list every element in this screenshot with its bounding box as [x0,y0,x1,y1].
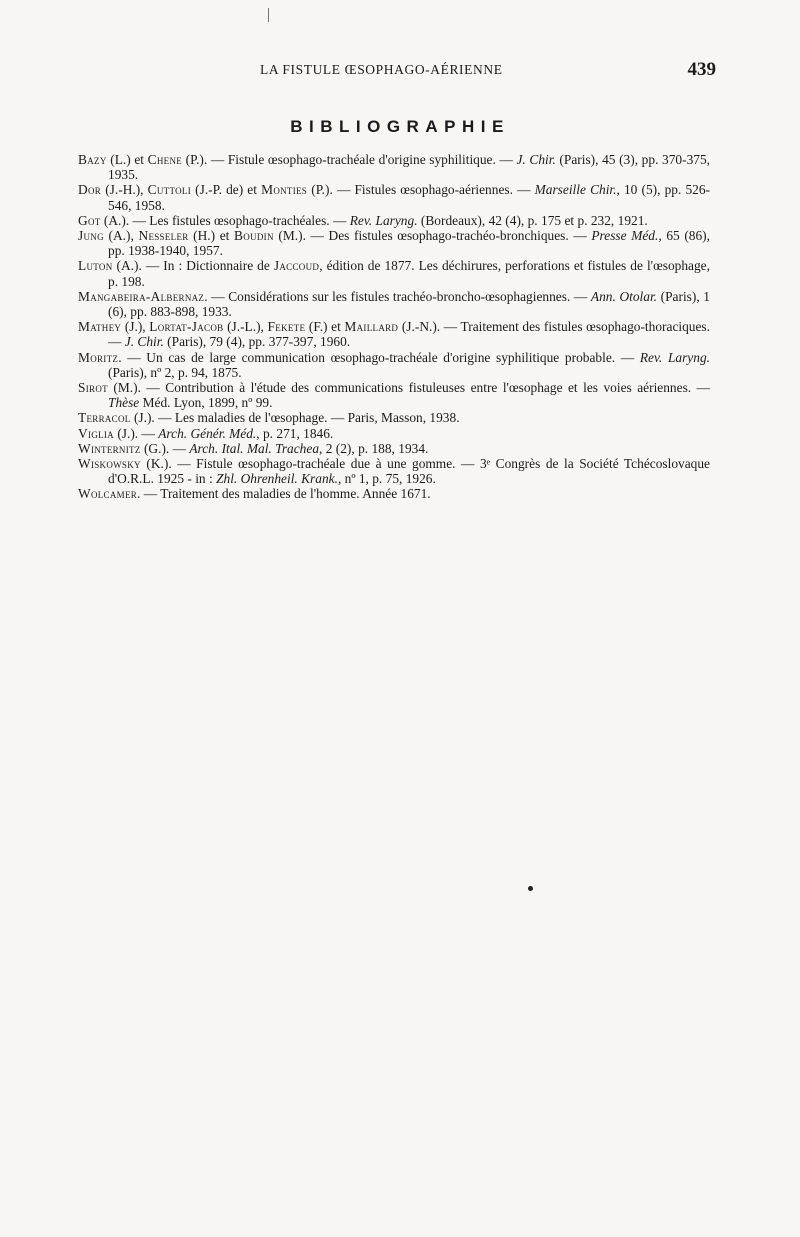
journal-title: Presse Méd. [591,228,659,244]
citation-text: (P.). — Fistule œsophago-trachéale d'origine syphilitique. — [182,152,517,167]
bibliography-entry [78,456,710,486]
running-title: LA FISTULE ŒSOPHAGO-AÉRIENNE [260,62,503,77]
journal-title: Arch. Ital. Mal. Trachea [189,440,320,456]
citation-text: (M.). — Contribution à l'étude des communications fistuleuses entre l'œsophage et les voies aériennes. — [107,380,710,396]
citation-text: , 10 (5), pp. 526-546, 1958. [108,182,711,213]
running-head [78,60,718,82]
citation-text: (J.-L.), [223,319,268,335]
citation-text: (M.). — Des fistules œsophago-trachéo-bronchiques. — [273,228,592,244]
bibliography-list [78,152,710,502]
citation-text: (Paris), nº 2, p. 94, 1875. [108,364,242,380]
author-name: Got [78,212,101,228]
citation-text: Méd. Lyon, 1899, nº 99. [139,395,273,411]
author-name: Winternitz [78,440,141,456]
author-name: Luton [78,258,113,274]
author-name: Lortat-Jacob [149,319,224,335]
citation-text: (Paris), 79 (4), pp. 377-397, 1960. [163,334,351,350]
page-number: 439 [687,59,716,80]
citation-text: (H.) et [188,228,235,244]
author-name: Cuttoli [147,182,192,198]
author-name: Jung [78,228,104,244]
bibliography-entry [78,350,710,380]
citation-text: (J.), [121,319,150,335]
author-name: Wiskowsky [78,456,141,472]
bibliography-entry [78,289,710,319]
journal-title: Zhl. Ohrenheil. Krank. [216,471,338,487]
citation-text: (Paris), 1 (6), pp. 883-898, 1933. [108,288,710,320]
citation-text: (K.). — Fistule œsophago-trachéale due à une gomme. — 3ᵉ Congrès de la Société Tchécoslovaque d'O.R.L. 1925 - in : [108,456,710,487]
citation-text: (J.-H.), [101,182,148,198]
citation-text: , 2 (2), p. 188, 1934. [319,440,429,456]
citation-text: (F.) et [305,319,345,335]
citation-text: . — Considérations sur les fistules trachéo-broncho-œsophagiennes. — [204,288,591,304]
citation-text: . — Traitement des maladies de l'homme. Année 1671. [137,486,431,502]
author-name: Boudin [234,228,274,244]
bibliography-entry [78,228,710,258]
bibliography-entry [78,380,710,410]
scan-mark [268,8,269,22]
bibliography-entry [78,213,710,228]
section-title: BIBLIOGRAPHIE [290,117,510,136]
author-name: Wolcamer [78,486,138,502]
author-name: Bazy [78,152,107,167]
citation-text: (J.-N.). — Traitement des fistules œsophago-thoraciques. — [108,319,710,350]
citation-text: (Bordeaux), 42 (4), p. 175 et p. 232, 1921. [417,212,648,228]
citation-text: (J.-P. de) et [191,182,262,198]
author-name: Mangabeira-Albernaz [78,288,205,304]
citation-text: , édition de 1877. Les déchirures, perforations et fistules de l'œsophage, p. 198. [108,258,710,289]
bibliography-entry [78,426,710,441]
author-name: Moritz [78,349,119,365]
citation-text: , p. 271, 1846. [256,425,334,441]
bibliography-entry [78,410,710,425]
author-name: Chene [147,152,183,167]
author-name: Viglia [78,425,114,441]
citation-text: (J.). — [113,425,159,441]
citation-text: (J.). — Les maladies de l'œsophage. — Paris, Masson, 1938. [130,410,460,426]
bibliography-entry [78,258,710,288]
bibliography-entry [78,182,710,212]
author-name: Sirot [78,380,108,396]
author-name: Dor [78,182,102,198]
citation-text: (Paris), 45 (3), pp. 370-375, 1935. [108,152,711,183]
journal-title: Rev. Laryng. [349,212,418,228]
citation-text: (P.). — Fistules œsophago-aériennes. — [307,182,535,198]
bibliography-entry [78,486,710,501]
citation-text: (A.). — In : Dictionnaire de [112,258,274,274]
journal-title: Rev. Laryng. [639,349,710,365]
author-name: Jaccoud [273,258,320,274]
citation-text: (L.) et [106,152,148,167]
journal-title: J. Chir. [516,152,556,167]
journal-title: Thèse [108,395,140,411]
citation-text: (A.), [103,228,139,244]
journal-title: Ann. Otolar. [590,288,658,304]
author-name: Nesseler [138,228,189,244]
ink-speck [528,886,533,891]
citation-text: , 65 (86), pp. 1938-1940, 1957. [108,228,710,259]
author-name: Terracol [78,410,131,426]
journal-title: Arch. Génér. Méd. [158,425,257,441]
citation-text: (A.). — Les fistules œsophago-trachéales. — [100,212,350,228]
bibliography-entry [78,319,710,349]
citation-text: , nº 1, p. 75, 1926. [337,471,436,487]
author-name: Monties [261,182,308,198]
journal-title: Marseille Chir. [534,182,617,198]
bibliography-entry [78,441,710,456]
bibliography-entry [78,152,710,182]
author-name: Mathey [78,319,122,335]
journal-title: J. Chir. [124,334,164,350]
citation-text: . — Un cas de large communication œsophago-trachéale d'origine syphilitique probable. — [118,349,640,365]
author-name: Maillard [344,319,399,335]
author-name: Fekete [267,319,306,335]
citation-text: (G.). — [140,440,190,456]
